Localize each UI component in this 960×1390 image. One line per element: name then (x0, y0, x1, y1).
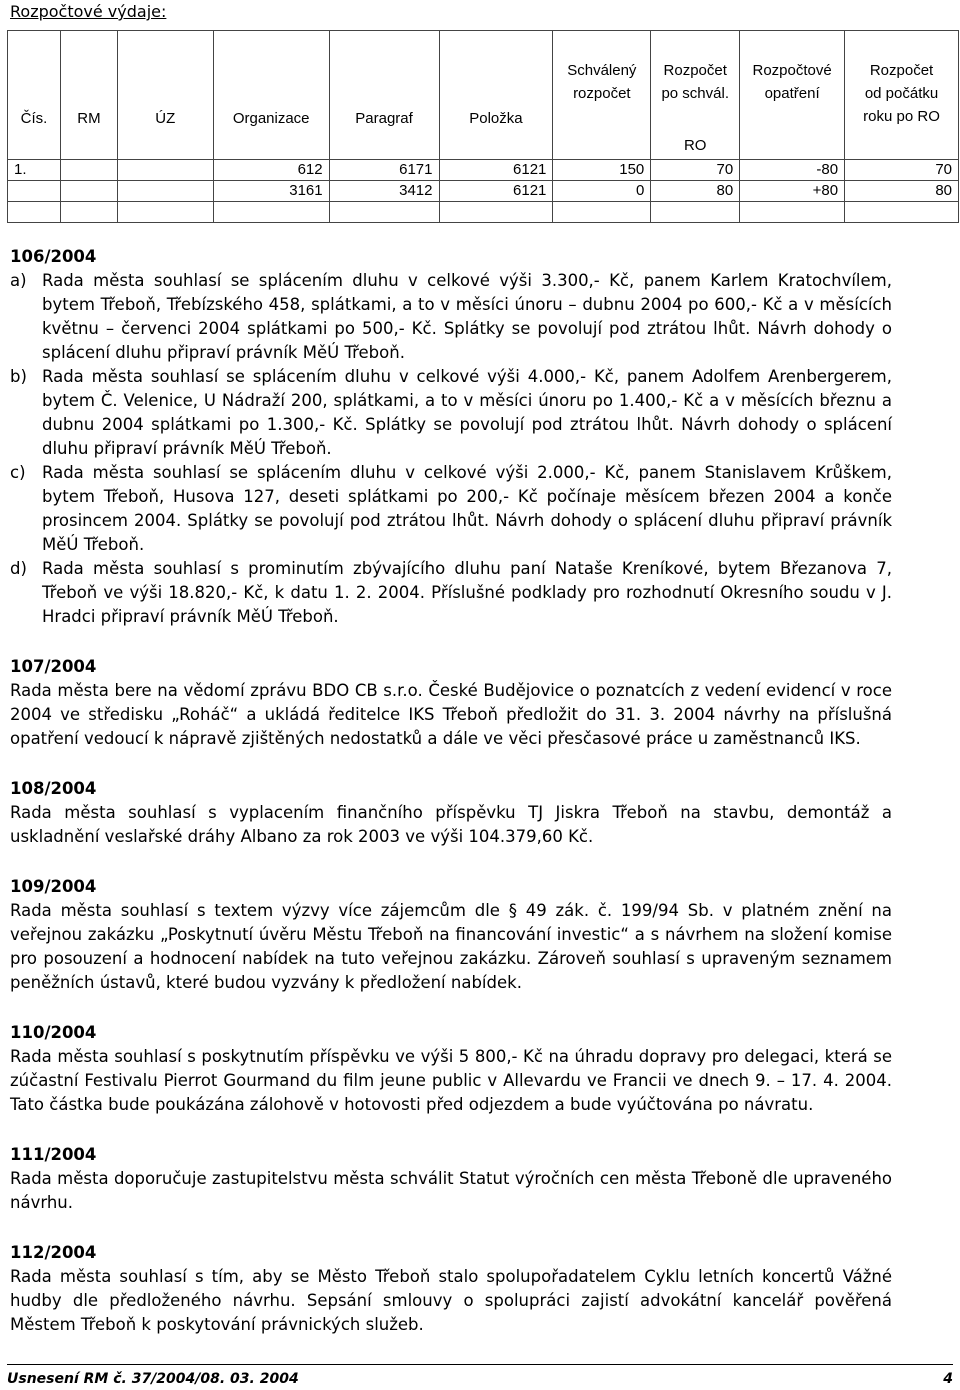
resolution-number: 106/2004 (10, 247, 97, 266)
section-title: Rozpočtové výdaje: (10, 2, 167, 21)
footer-title: Usnesení RM č. 37/2004/08. 03. 2004 (7, 1371, 299, 1387)
cell-rm (60, 181, 117, 202)
cell-polozka: 6121 (439, 181, 553, 202)
resolution-text: Rada města souhlasí s textem výzvy více zájemcům dle § 49 zák. č. 199/94 Sb. v platném znění na veřejnou zakázku „Poskytnutí úvěru Městu Třeboň na financování investic“ a s návrhem na složení komise pro posouzení a hodnocení nabídek na tuto veřejnou zakázku. Zároveň souhlasí s upraveným seznamem peněžních ústavů, které budou vyzvány k předložení nabídek. (10, 901, 892, 992)
cell-opatreni: +80 (740, 181, 845, 202)
resolution-text: Rada města souhlasí s poskytnutím příspěvku ve výši 5 800,- Kč na úhradu dopravy pro delegaci, která se zúčastní Festivalu Pierrot Gourmand du film jeune public v Allevardu ve Francii ve dnech 9. – 17. 4. 2004. Tato částka bude poukázána zálohově v hotovosti před odjezdem a bude vyúčtována po návratu. (10, 1047, 892, 1114)
resolution-112 (10, 1241, 892, 1337)
header-po-schval: Rozpočet po schvál. RO (651, 31, 740, 160)
resolution-number: 107/2004 (10, 657, 97, 676)
table-header-row (8, 31, 959, 160)
resolution-text: Rada města souhlasí s tím, aby se Město Třeboň stalo spolupořadatelem Cyklu letních koncertů Vážné hudby dle předloženého návrhu. Sepsání smlouvy o spolupráci zajistí advokátní kancelář pověřená Městem Třeboň k poskytování právnických služeb. (10, 1267, 892, 1334)
table-row-empty (8, 202, 959, 223)
resolution-number: 110/2004 (10, 1023, 97, 1042)
cell-paragraf: 3412 (329, 181, 439, 202)
cell-po-schval: 70 (651, 160, 740, 181)
resolution-110 (10, 1021, 892, 1117)
header-cis: Čís. (8, 31, 61, 160)
cell-polozka: 6121 (439, 160, 553, 181)
resolution-text: Rada města souhlasí s vyplacením finančního příspěvku TJ Jiskra Třeboň na stavbu, demontáž a uskladnění veslařské dráhy Albano za rok 2003 ve výši 104.379,60 Kč. (10, 803, 892, 846)
budget-table (7, 30, 959, 223)
resolution-111 (10, 1143, 892, 1215)
resolution-107 (10, 655, 892, 751)
header-polozka: Položka (439, 31, 553, 160)
resolution-108 (10, 777, 892, 849)
item-text: Rada města souhlasí se splácením dluhu v celkové výši 2.000,- Kč, panem Stanislavem Krůškem, bytem Třeboň, Husova 127, deseti splátkami po 200,- Kč počínaje měsícem březen 2004 a konče prosincem 2004. Splátky se povolují pod ztrátou lhůt. Návrh dohody o splácení dluhu připraví právník MěÚ Třeboň. (42, 463, 892, 554)
header-paragraf: Paragraf (329, 31, 439, 160)
cell-organizace: 612 (213, 160, 329, 181)
page-number: 4 (943, 1371, 953, 1387)
item-mark: a) (10, 271, 27, 290)
header-rm: RM (60, 31, 117, 160)
list-item (10, 269, 892, 365)
resolution-number: 108/2004 (10, 779, 97, 798)
resolutions (10, 245, 892, 1363)
list-item (10, 461, 892, 557)
item-mark: b) (10, 367, 27, 386)
header-opatreni: Rozpočtové opatření (740, 31, 845, 160)
resolution-109 (10, 875, 892, 995)
cell-uz (117, 181, 213, 202)
table-row (8, 160, 959, 181)
page-footer (7, 1364, 953, 1387)
cell-od-pocatku: 80 (845, 181, 959, 202)
cell-po-schval: 80 (651, 181, 740, 202)
item-text: Rada města souhlasí s prominutím zbývajícího dluhu paní Nataše Kreníkové, bytem Březanova 7, Třeboň ve výši 18.820,- Kč, k datu 1. 2. 2004. Příslušné podklady pro rozhodnutí Okresního soudu v J. Hradci připraví právník MěÚ Třeboň. (42, 559, 892, 626)
header-od-pocatku: Rozpočet od počátku roku po RO (845, 31, 959, 160)
resolution-number: 112/2004 (10, 1243, 97, 1262)
cell-organizace: 3161 (213, 181, 329, 202)
resolution-106 (10, 245, 892, 629)
item-mark: c) (10, 463, 26, 482)
resolution-number: 111/2004 (10, 1145, 97, 1164)
resolution-text: Rada města doporučuje zastupitelstvu města schválit Statut výročních cen města Třeboně dle upraveného návrhu. (10, 1169, 892, 1212)
resolution-number: 109/2004 (10, 877, 97, 896)
cell-rm (60, 160, 117, 181)
list-item (10, 557, 892, 629)
header-uz: ÚZ (117, 31, 213, 160)
table-row (8, 181, 959, 202)
header-organizace: Organizace (213, 31, 329, 160)
resolution-text: Rada města bere na vědomí zprávu BDO CB s.r.o. České Budějovice o poznatcích z vedení evidencí v roce 2004 ve středisku „Roháč“ a ukládá ředitelce IKS Třeboň předložit do 31. 3. 2004 návrhy na příslušná opatření vedoucí k nápravě zjištěných nedostatků a dále ve věci přesčasové práce u zaměstnanců IKS. (10, 681, 892, 748)
item-text: Rada města souhlasí se splácením dluhu v celkové výši 3.300,- Kč, panem Karlem Kratochvílem, bytem Třeboň, Třebízského 458, splátkami, a to v měsíci únoru – dubnu 2004 po 600,- Kč a v měsících květnu – červenci 2004 splátkami po 500,- Kč. Splátky se povolují pod ztrátou lhůt. Návrh dohody o splácení dluhu připraví právník MěÚ Třeboň. (42, 271, 892, 362)
list-item (10, 365, 892, 461)
item-mark: d) (10, 559, 27, 578)
item-text: Rada města souhlasí se splácením dluhu v celkové výši 4.000,- Kč, panem Adolfem Arenbergerem, bytem Č. Velenice, U Nádraží 200, splátkami, a to v měsíci únoru po 1.400,- Kč a v měsících březnu a dubnu 2004 splátkami po 1.300,- Kč. Splátky se povolují pod ztrátou lhůt. Návrh dohody o splácení dluhu připraví právník MěÚ Třeboň. (42, 367, 892, 458)
cell-schvaleny: 150 (553, 160, 651, 181)
cell-cis (8, 181, 61, 202)
cell-paragraf: 6171 (329, 160, 439, 181)
cell-opatreni: -80 (740, 160, 845, 181)
cell-schvaleny: 0 (553, 181, 651, 202)
header-schvaleny: Schválený rozpočet (553, 31, 651, 160)
cell-uz (117, 160, 213, 181)
cell-cis: 1. (8, 160, 61, 181)
cell-od-pocatku: 70 (845, 160, 959, 181)
